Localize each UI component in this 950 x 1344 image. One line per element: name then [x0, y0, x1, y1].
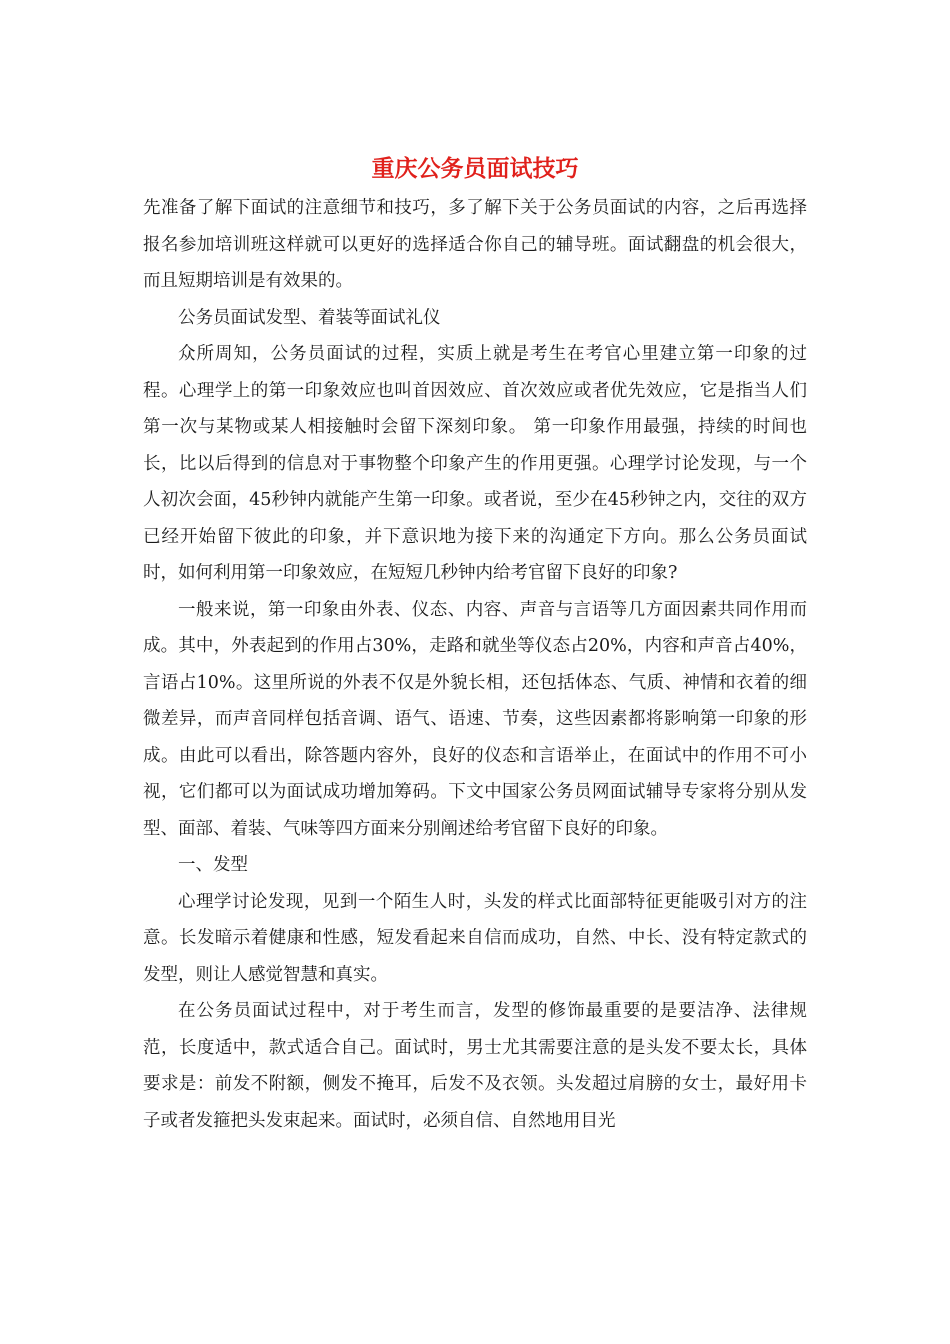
paragraph-hair-requirements: 在公务员面试过程中，对于考生而言，发型的修饰最重要的是要洁净、法律规范，长度适中，款式适合自己。面试时，男士尤其需要注意的是头发不要太长，具体要求是：前发不附额，侧发不掩耳，后发不及衣领。头发超过肩膀的女士，最好用卡子或者发箍把头发束起来。面试时，必须自信、自然地用目光: [143, 1001, 807, 1131]
paragraph-impression-factors: 一般来说，第一印象由外表、仪态、内容、声音与言语等几方面因素共同作用而成。其中，外表起到的作用占30%，走路和就坐等仪态占20%，内容和声音占40%，言语占10%。这里所说的外表不仅是外貌长相，还包括体态、气质、神情和衣着的细微差异，而声音同样包括音调、语气、语速、节奏，这些因素都将影响第一印象的形成。由此可以看出，除答题内容外，良好的仪态和言语举止，在面试中的作用不可小视，它们都可以为面试成功增加筹码。下文中国家公务员网面试辅导专家将分别从发型、面部、着装、气味等四方面来分别阐述给考官留下良好的印象。: [143, 599, 807, 839]
document-title: 重庆公务员面试技巧: [371, 155, 579, 182]
sub-heading-hairstyle: 一、发型: [178, 855, 248, 875]
section-title: 公务员面试发型、着装等面试礼仪: [178, 307, 441, 328]
paragraph-hair-psychology: 心理学讨论发现，见到一个陌生人时，头发的样式比面部特征更能吸引对方的注意。长发暗示着健康和性感，短发看起来自信而成功，自然、中长、没有特定款式的发型，则让人感觉智慧和真实。: [143, 891, 807, 985]
paragraph-first-impression: 众所周知，公务员面试的过程，实质上就是考生在考官心里建立第一印象的过程。心理学上的第一印象效应也叫首因效应、首次效应或者优先效应，它是指当人们第一次与某物或某人相接触时会留下深刻印象。 第一印象作用最强，持续的时间也长，比以后得到的信息对于事物整个印象产生的作用更强。心理学讨论发现，与一个人初次会面，45秒钟内就能产生第一印象。或者说，至少在45秒钟之内，交往的双方已经开始留下彼此的印象，并下意识地为接下来的沟通定下方向。那么公务员面试时，如何利用第一印象效应，在短短几秒钟内给考官留下良好的印象?: [143, 344, 807, 583]
intro-paragraph: 先准备了解下面试的注意细节和技巧，多了解下关于公务员面试的内容，之后再选择报名参加培训班这样就可以更好的选择适合你自己的辅导班。面试翻盘的机会很大，而且短期培训是有效果的。: [143, 198, 807, 291]
document-page: [143, 152, 807, 1139]
